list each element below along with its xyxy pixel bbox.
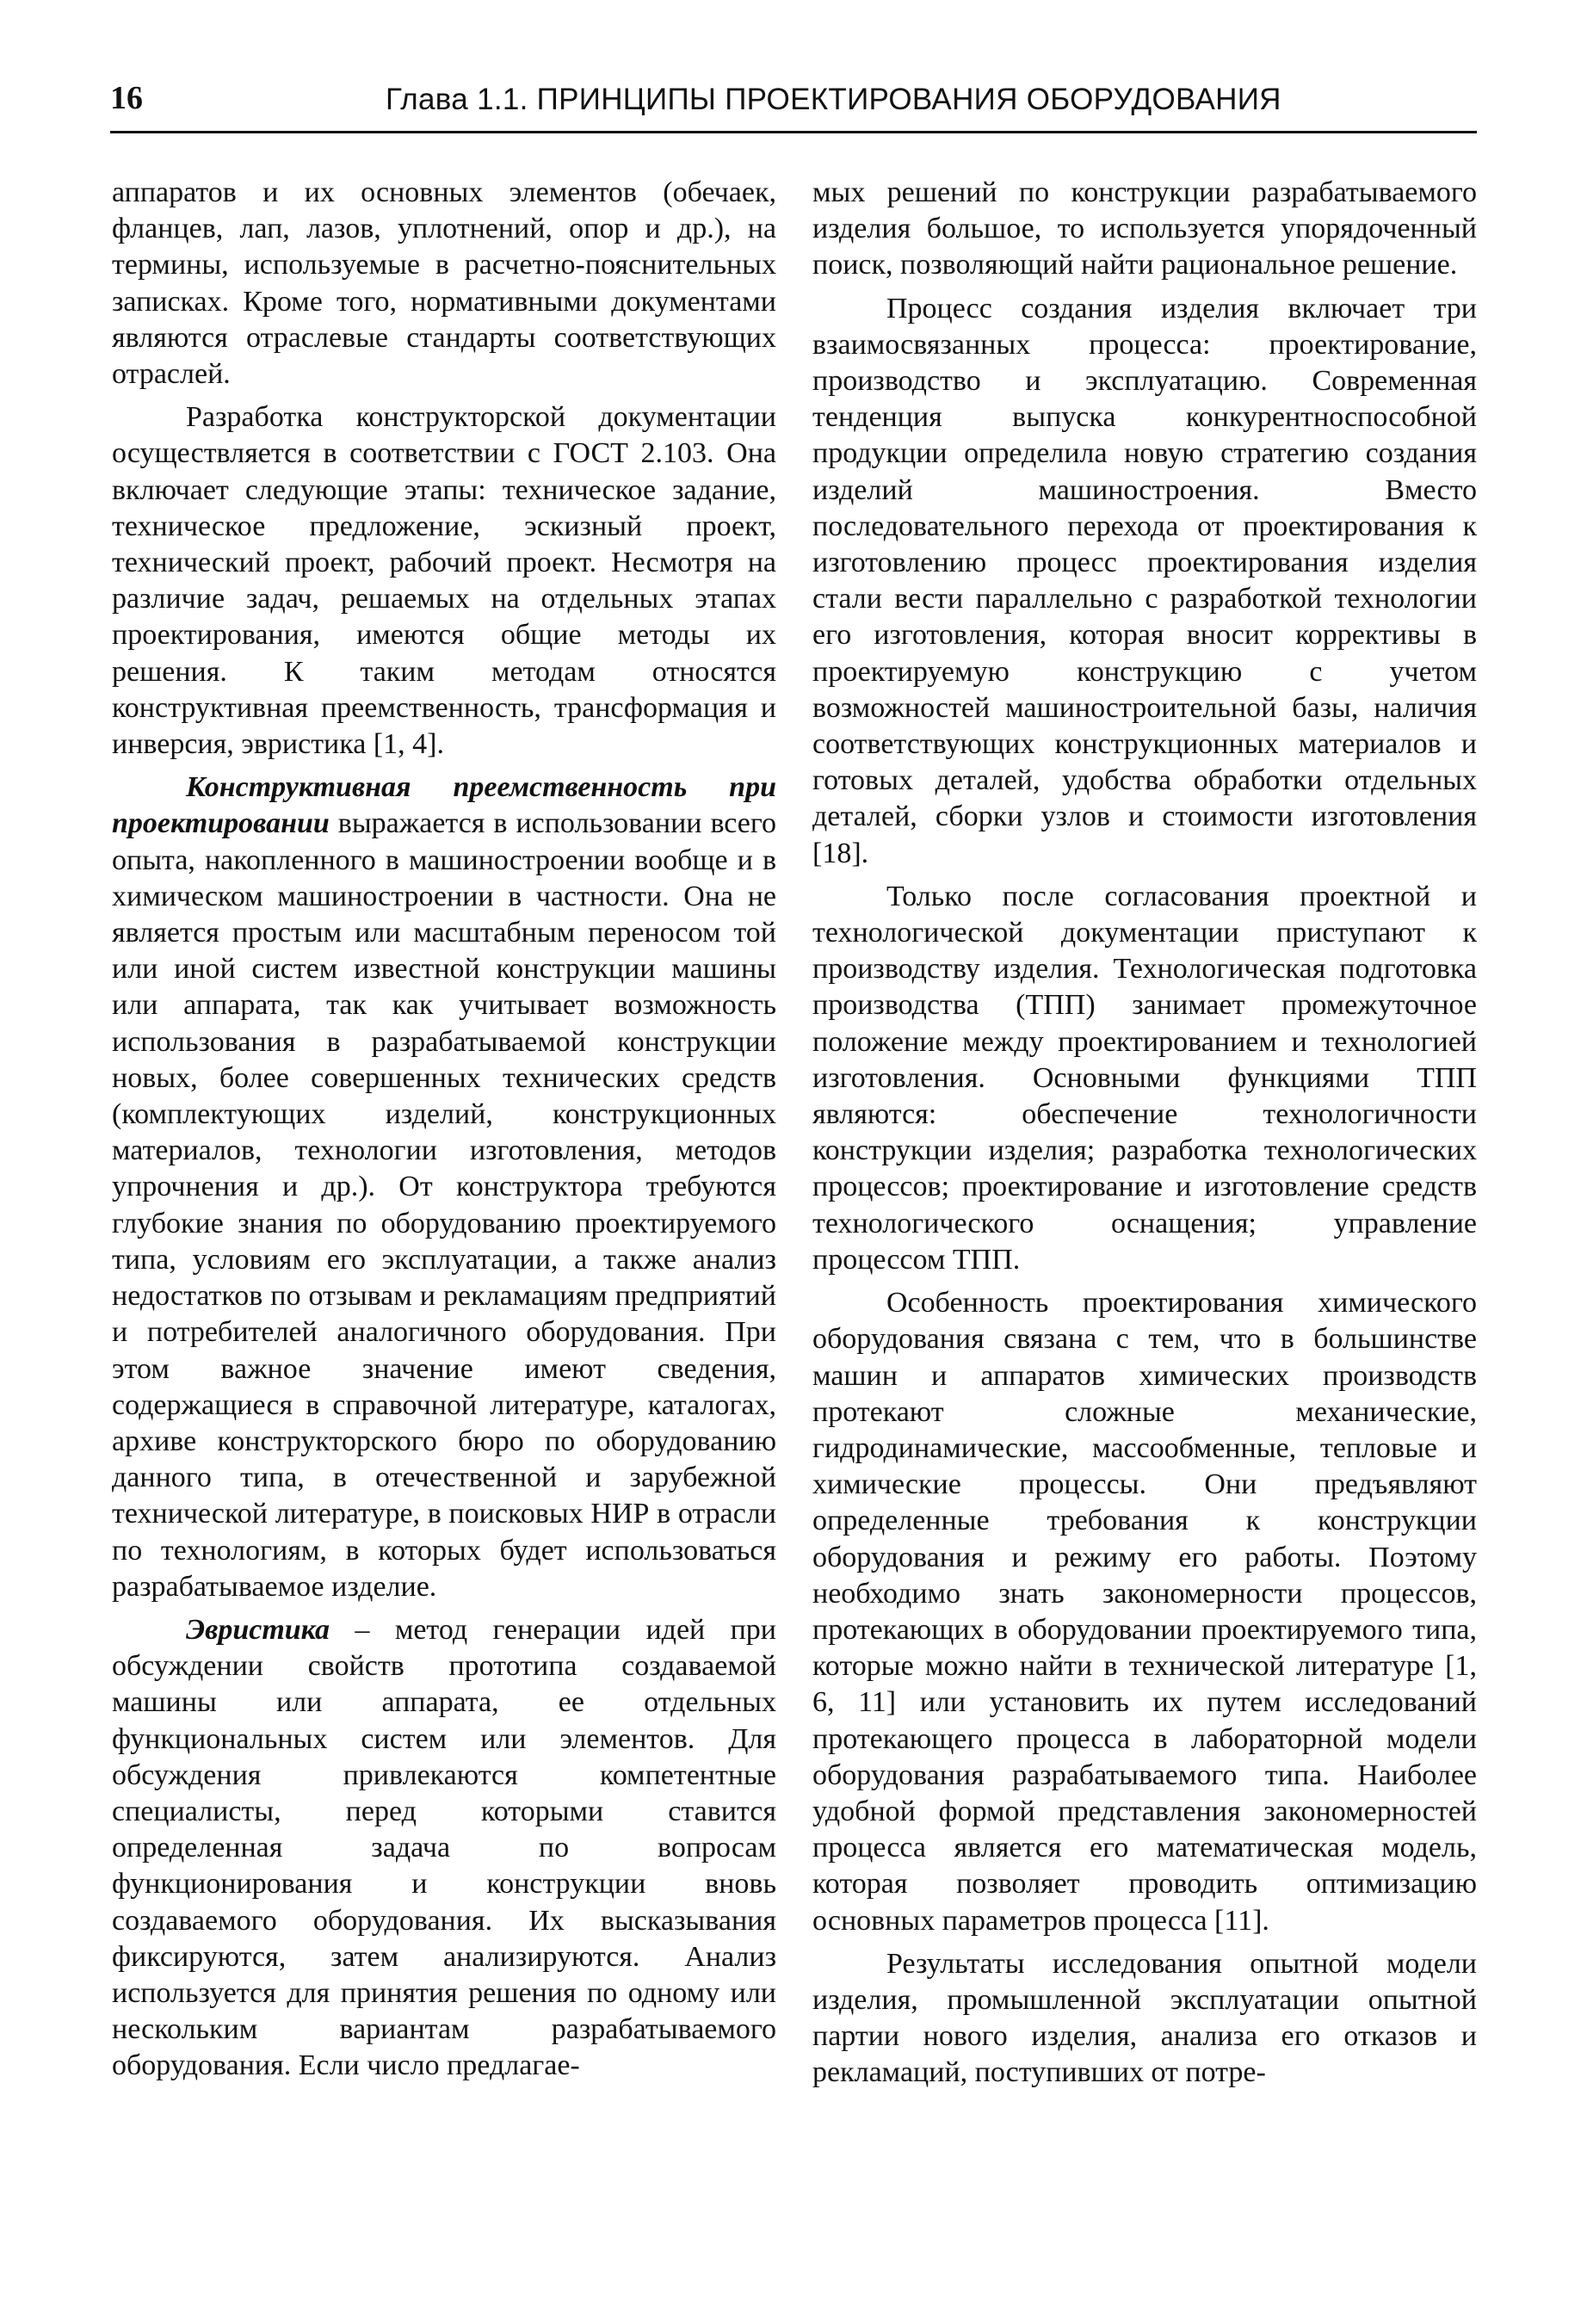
paragraph-text: выражается в использовании всего опыта, накопленного в машиностроении вообще и в химическом машиностроении в частности. Она не является простым или масштабным переносом той или иной систем известной конструкции машины или аппарата, так как учитывает возможность использования в разрабатываемой конструкции новых, более совершенных технических средств (комплектующих изделий, конструкционных материалов, технологии изготовления, методов упрочнения и др.). От конструктора требуются глубокие знания по оборудованию проектируемого типа, условиям его эксплуатации, а также анализ недостатков по отзывам и рекламациям предприятий и потребителей аналогичного оборудования. При этом важное значение имеют сведения, содержащиеся в справочной литературе, каталогах, архиве конструкторского бюро по оборудованию данного типа, в отечественной и зарубежной технической литературе, в поисковых НИР в отрасли по технологиям, в которых будет использоваться разрабатываемое изделие. [112, 807, 776, 1603]
term-heading: Конструктивная преемственность при проектировании [112, 771, 776, 840]
left-column [112, 175, 776, 2092]
term-heading: Эвристика [186, 1613, 330, 1646]
paragraph-term-evristika [112, 1612, 776, 2085]
paragraph: Результаты исследования опытной модели изделия, промышленной эксплуатации опытной партии нового изделия, анализа его отказов и рекламаций, поступивших от потре- [812, 1947, 1477, 2089]
header-rule [110, 131, 1477, 133]
paragraph: мых решений по конструкции разрабатываемого изделия большое, то используется упорядоченный поиск, позволяющий найти рациональное решение. [812, 176, 1477, 281]
running-title: Глава 1.1. ПРИНЦИПЫ ПРОЕКТИРОВАНИЯ ОБОРУДОВАНИЯ [386, 83, 1281, 116]
right-column [812, 175, 1477, 2098]
paragraph: Только после согласования проектной и технологической документации приступают к производству изделия. Технологическая подготовка производства (ТПП) занимает промежуточное положение между проектированием и технологией изготовления. Основными функциями ТПП являются: обеспечение технологичности конструкции изделия; разработка технологических процессов; проектирование и изготовление средств технологического оснащения; управление процессом ТПП. [812, 880, 1477, 1276]
paragraph-text: – метод генерации идей при обсуждении свойств прототипа создаваемой машины или аппарата, ее отдельных функциональных систем или элементов. Для обсуждения привлекаются компетентные специалисты, перед которыми ставится определенная задача по вопросам функционирования и конструкции вновь создаваемого оборудования. Их высказывания фиксируются, затем анализируются. Анализ используется для принятия решения по одному или нескольким вариантам разрабатываемого оборудования. Если число предлагае- [112, 1613, 776, 2082]
paragraph: Разработка конструкторской документации осуществляется в соответствии с ГОСТ 2.103. Она включает следующие этапы: техническое задание, техническое предложение, эскизный проект, технический проект, рабочий проект. Несмотря на различие задач, решаемых на отдельных этапах проектирования, имеются общие методы их решения. К таким методам относятся конструктивная преемственность, трансформация и инверсия, эвристика [1, 4]. [112, 401, 776, 761]
paragraph-term-preemstvennost [112, 770, 776, 1605]
paragraph: Процесс создания изделия включает три взаимосвязанных процесса: проектирование, производство и эксплуатацию. Современная тенденция выпуска конкурентноспособной продукции определила новую стратегию создания изделий машиностроения. Вместо последовательного перехода от проектирования к изготовлению процесс проектирования изделия стали вести параллельно с разработкой технологии его изготовления, которая вносит коррективы в проектируемую конструкцию с учетом возможностей машиностроительной базы, наличия соответствующих конструкционных материалов и готовых деталей, удобства обработки отдельных деталей, сборки узлов и стоимости изготовления [18]. [812, 292, 1477, 869]
paragraph: Особенность проектирования химического оборудования связана с тем, что в большинстве машин и аппаратов химических производств протекают сложные механические, гидродинамические, массообменные, тепловые и химические процессы. Они предъявляют определенные требования к конструкции оборудования и режиму его работы. Поэтому необходимо знать закономерности процессов, протекающих в оборудовании проектируемого типа, которые можно найти в технической литературе [1, 6, 11] или установить их путем исследований протекающего процесса в лабораторной модели оборудования разрабатываемого типа. Наиболее удобной формой представления закономерностей процесса является его математическая модель, которая позволяет проводить оптимизацию основных параметров процесса [11]. [812, 1287, 1477, 1937]
paragraph: аппаратов и их основных элементов (обечаек, фланцев, лап, лазов, уплотнений, опор и др.), на термины, используемые в расчетно-пояснительных записках. Кроме того, нормативными документами являются отраслевые стандарты соответствующих отраслей. [112, 176, 776, 391]
page-header [110, 79, 1477, 131]
page-number: 16 [110, 80, 143, 116]
